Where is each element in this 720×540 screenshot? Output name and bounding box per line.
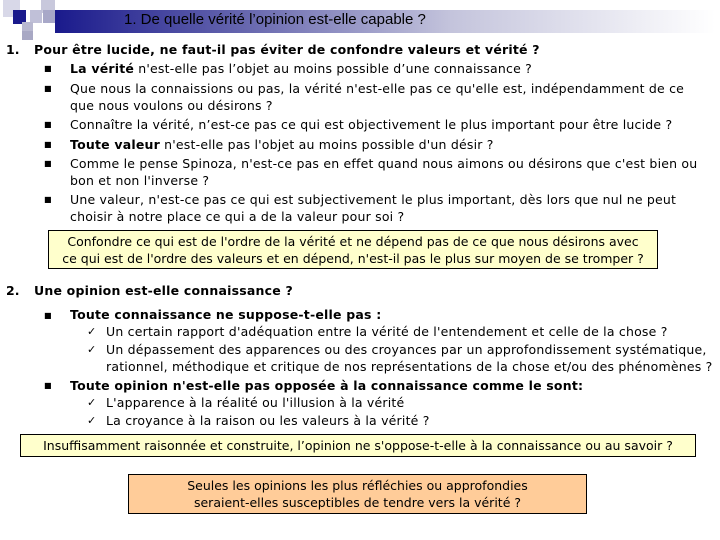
conclusion-line: Seules les opinions les plus réfléchies ou approfondies [187, 478, 528, 493]
conclusion-box [128, 474, 587, 514]
bullet-text: Connaître la vérité, n’est-ce pas ce qui est objectivement le plus important pour être lucide ? [70, 117, 673, 132]
bullet-text: Que nous la connaissions ou pas, la vérité n'est-elle pas ce qu'elle est, indépendamment de ce [70, 81, 685, 96]
section-2-heading: Une opinion est-elle connaissance ? [34, 283, 293, 298]
bullet-text: bon et non l'inverse ? [70, 173, 210, 188]
bullet-item [70, 137, 494, 152]
checkmark-icon: ✓ [87, 325, 97, 338]
decorative-square [43, 10, 55, 23]
checkmark-icon: ✓ [87, 343, 97, 356]
bullet-text: Une valeur, n'est-ce pas ce qui est subjectivement le plus important, dès lors que nul ne peut [70, 192, 677, 207]
square-bullet-icon: ■ [44, 159, 52, 168]
square-bullet-icon: ■ [44, 195, 52, 204]
decorative-square [22, 31, 33, 40]
callout-line: Confondre ce qui est de l'ordre de la vérité et ne dépend pas de ce que nous désirons avec [67, 234, 639, 249]
check-item-text: Un certain rapport d'adéquation entre la vérité de l'entendement et celle de la chose ? [106, 324, 668, 339]
section-2-callout-box [20, 434, 696, 457]
square-bullet-icon: ■ [44, 64, 52, 73]
slide-title: 1. De quelle vérité l’opinion est-elle capable ? [124, 11, 426, 28]
callout-line: Insuffisamment raisonnée et construite, l’opinion ne s'oppose-t-elle à la connaissance ou au savoir ? [43, 438, 673, 453]
bullet-bold: La vérité [70, 61, 135, 76]
check-item-text: L'apparence à la réalité ou l'illusion à la vérité [106, 395, 405, 410]
square-bullet-icon: ■ [44, 381, 52, 390]
checkmark-icon: ✓ [87, 414, 97, 427]
square-bullet-icon: ■ [44, 84, 52, 93]
callout-line: ce qui est de l'ordre des valeurs et en dépend, n'est-il pas le plus sur moyen de se tromper ? [62, 251, 644, 266]
bullet-text: choisir à notre place ce qui a de la valeur pour soi ? [70, 209, 405, 224]
bullet-text: n'est-elle pas l'objet au moins possible d'un désir ? [159, 137, 494, 152]
bullet-text: Toute connaissance ne suppose-t-elle pas : [70, 307, 382, 322]
check-item-text: rationnel, méthodique et critique de nos représentations de la chose et/ou des phénomènes ? [106, 359, 713, 374]
section-1-heading: Pour être lucide, ne faut-il pas éviter de confondre valeurs et vérité ? [34, 42, 540, 57]
square-bullet-icon: ■ [44, 311, 52, 320]
bullet-text: Toute opinion n'est-elle pas opposée à la connaissance comme le sont: [70, 378, 584, 393]
section-2-number: 2. [6, 283, 20, 298]
section-1-callout-box [48, 230, 658, 269]
check-item-text: La croyance à la raison ou les valeurs à la vérité ? [106, 413, 430, 428]
bullet-text: que nous voulons ou désirons ? [70, 98, 273, 113]
check-item-text: Un dépassement des apparences ou des croyances par un approfondissement systématique, [106, 342, 707, 357]
bullet-text: n'est-elle pas l’objet au moins possible d’une connaissance ? [134, 61, 532, 76]
checkmark-icon: ✓ [87, 396, 97, 409]
section-1-number: 1. [6, 42, 20, 57]
bullet-text: Comme le pense Spinoza, n'est-ce pas en effet quand nous aimons ou désirons que c'est bien ou [70, 156, 698, 171]
square-bullet-icon: ■ [44, 120, 52, 129]
conclusion-line: seraient-elles susceptibles de tendre vers la vérité ? [193, 495, 521, 510]
bullet-bold: Toute valeur [70, 137, 160, 152]
square-bullet-icon: ■ [44, 140, 52, 149]
bullet-item [70, 61, 532, 76]
